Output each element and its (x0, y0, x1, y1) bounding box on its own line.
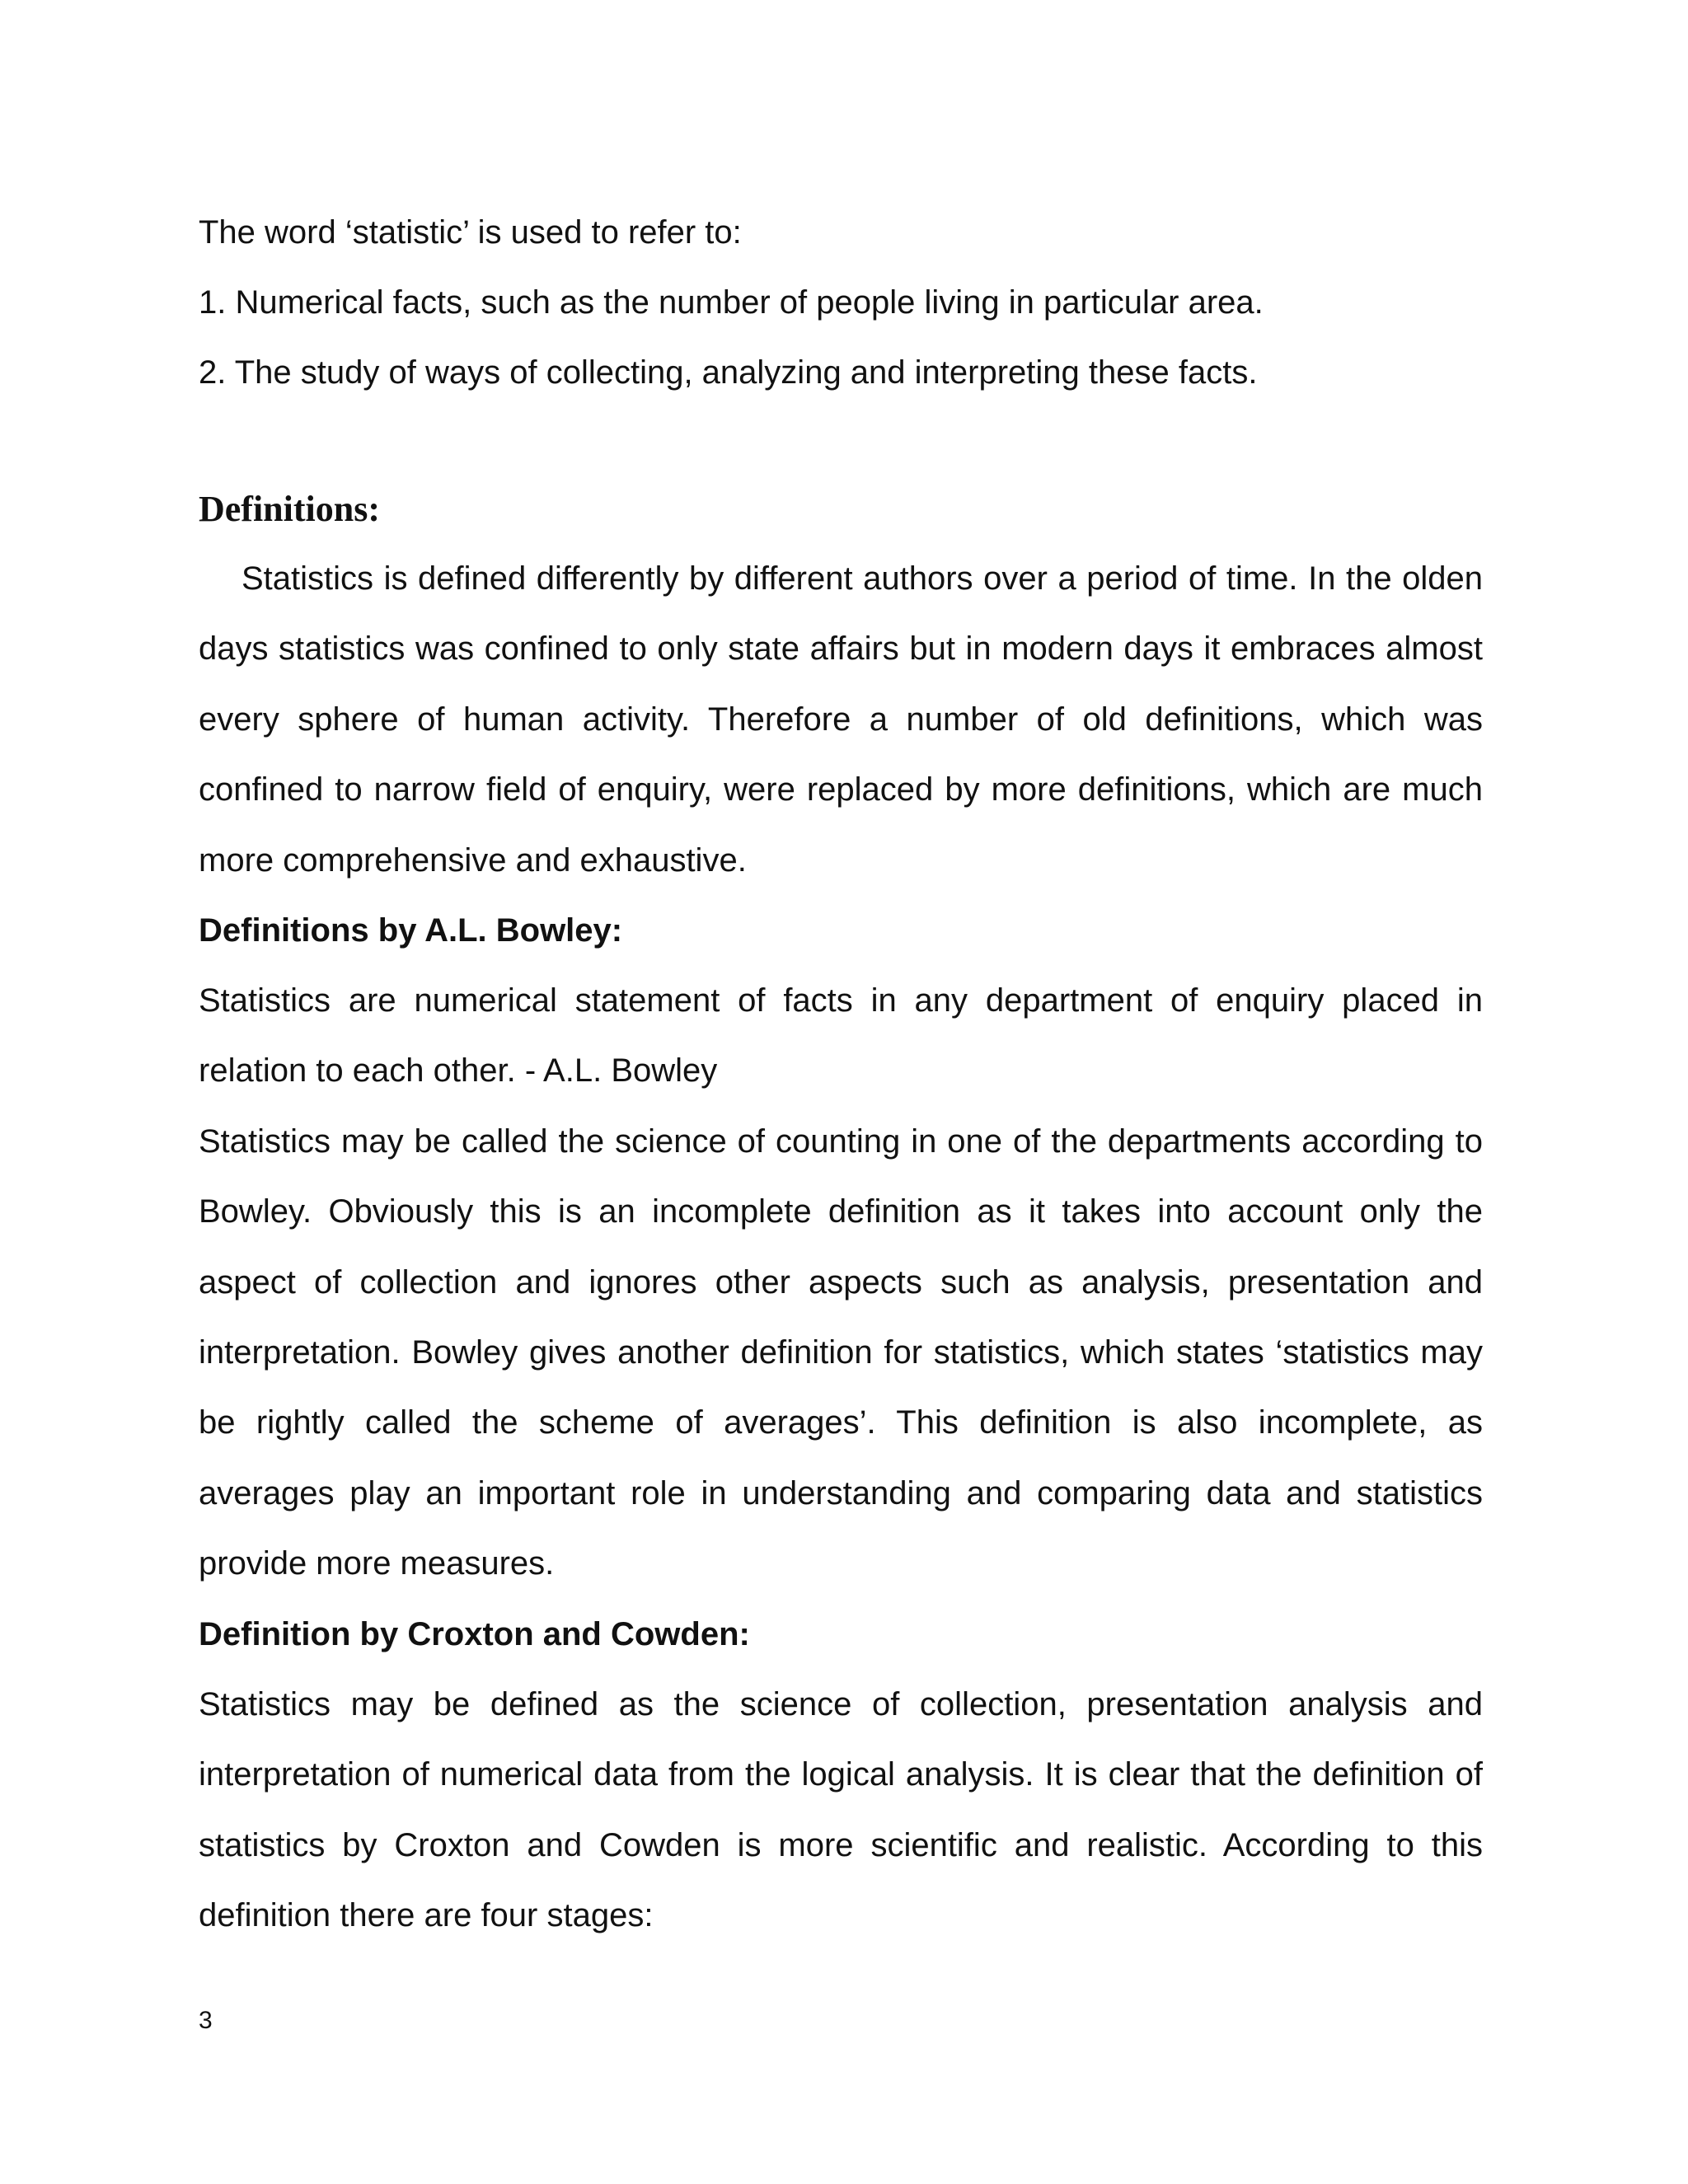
bowley-quote: Statistics are numerical statement of facts in any department of enquiry placed in relation to each other. - A.L. Bowley (199, 982, 1483, 1090)
intro-lead: The word ‘statistic’ is used to refer to: (199, 214, 742, 251)
intro-item-1: 1. Numerical facts, such as the number of people living in particular area. (199, 284, 1264, 321)
intro-item-2: 2. The study of ways of collecting, analyzing and interpreting these facts. (199, 354, 1258, 391)
page-content (199, 198, 1483, 1951)
section-spacer (199, 408, 1483, 474)
bowley-paragraph: Statistics may be called the science of counting in one of the departments according to Bowley. Obviously this is an incomplete definition as it takes into account only the aspect of collection and ignores other aspects such as analysis, presentation and interpretation. Bowley gives another definition for statistics, which states ‘statistics may be rightly called the scheme of averages’. This definition is also incomplete, as averages play an important role in understanding and comparing data and statistics provide more measures. (199, 1122, 1483, 1582)
definitions-heading: Definitions: (199, 489, 380, 529)
bowley-heading: Definitions by A.L. Bowley: (199, 912, 623, 949)
page-number: 3 (199, 2007, 213, 2034)
croxton-paragraph: Statistics may be defined as the science of collection, presentation analysis and interpretation of numerical data from the logical analysis. It is clear that the definition of statistics by Croxton and Cowden is more scientific and realistic. According to this definition there are four stages: (199, 1685, 1483, 1933)
definitions-paragraph: Statistics is defined differently by different authors over a period of time. In the olden days statistics was confined to only state affairs but in modern days it embraces almost every sphere of human activity. Therefore a number of old definitions, which was confined to narrow field of enquiry, were replaced by more definitions, which are much more comprehensive and exhaustive. (199, 560, 1483, 879)
croxton-heading: Definition by Croxton and Cowden: (199, 1615, 750, 1652)
